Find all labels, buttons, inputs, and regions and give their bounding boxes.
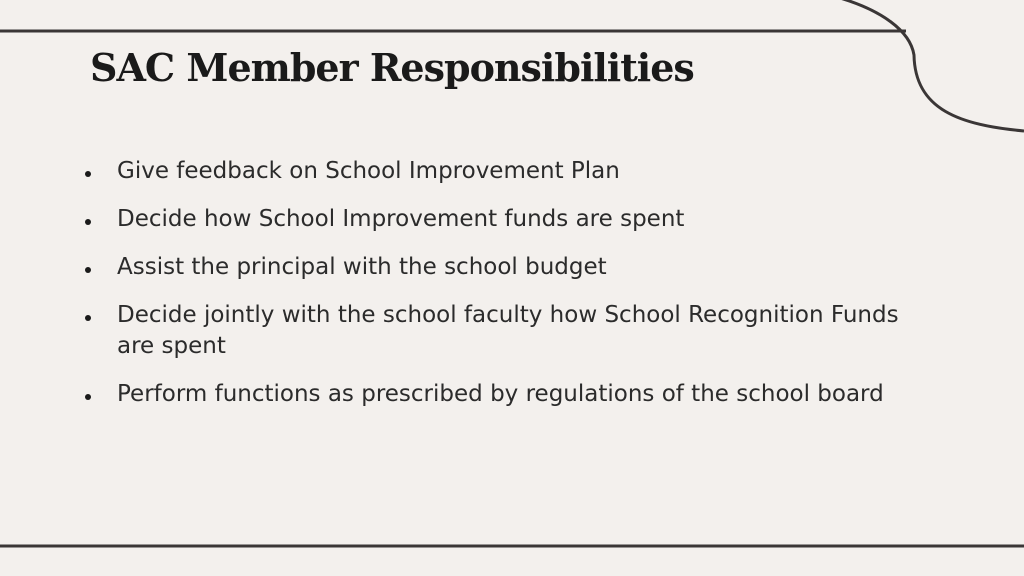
bullet-dot-icon (85, 171, 91, 177)
bullet-dot-icon (85, 267, 91, 273)
bullet-text: Assist the principal with the school budget (117, 254, 607, 280)
bullet-text: Perform functions as prescribed by regulations of the school board (117, 381, 884, 407)
bullet-text: Decide how School Improvement funds are spent (117, 206, 685, 232)
bullet-item (84, 204, 914, 235)
bullet-list (84, 156, 914, 427)
bullet-dot-icon (85, 219, 91, 225)
bullet-dot-icon (85, 394, 91, 400)
bullet-dot-icon (85, 315, 91, 321)
bullet-item (84, 379, 914, 410)
bullet-item (84, 252, 914, 283)
bullet-item (84, 300, 914, 362)
corner-arc (840, 0, 1024, 131)
slide-title: SAC Member Responsibilities (90, 45, 694, 90)
bullet-text: Give feedback on School Improvement Plan (117, 158, 620, 184)
bullet-text: Decide jointly with the school faculty how School Recognition Funds are spent (117, 302, 899, 359)
bullet-item (84, 156, 914, 187)
